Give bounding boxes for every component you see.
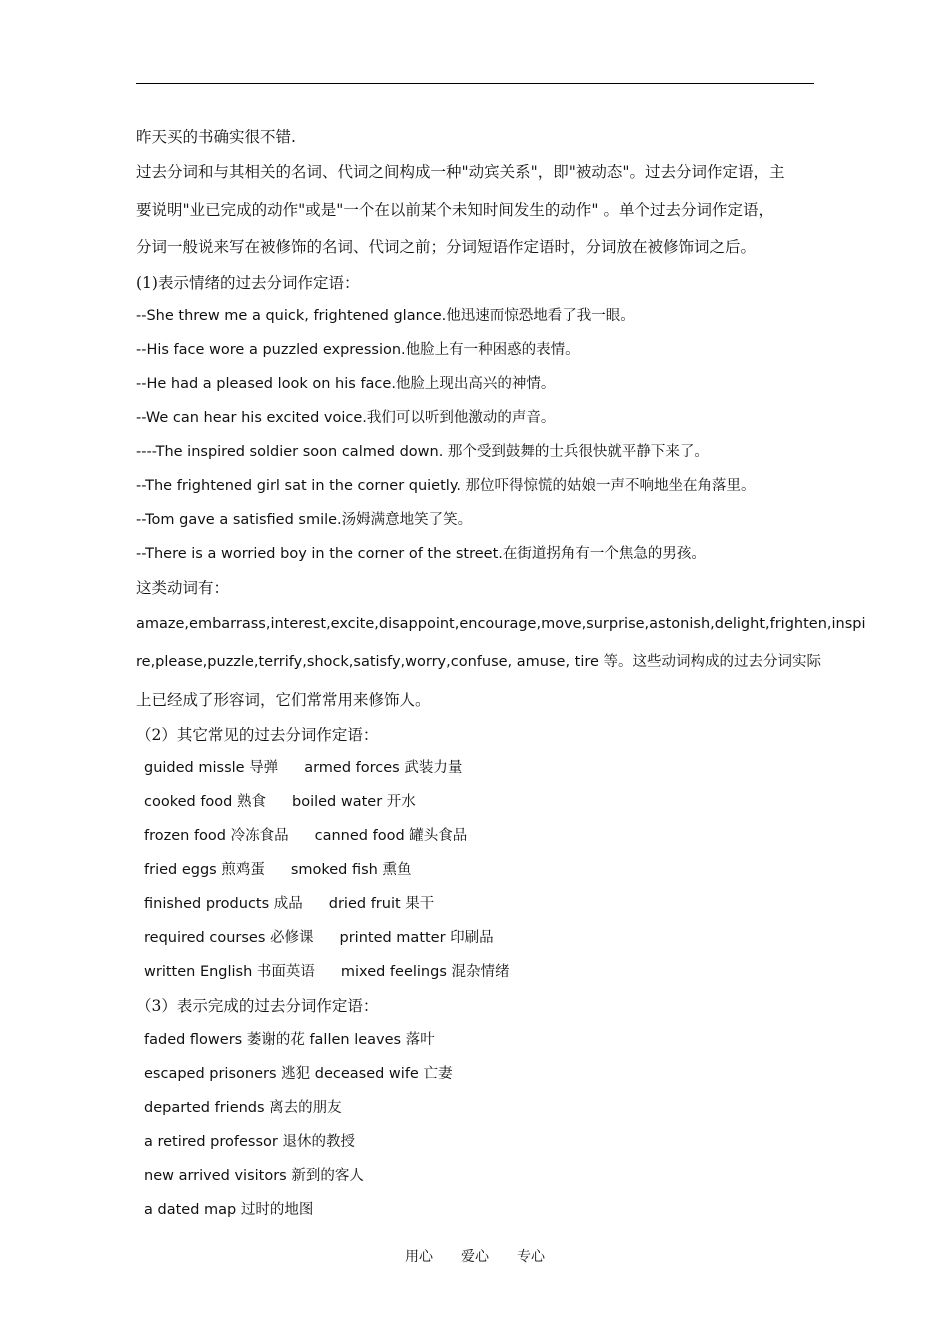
- term-pair: [136, 887, 816, 921]
- term: guided missle 导弹: [144, 759, 279, 776]
- term-pair: [136, 785, 816, 819]
- term: canned food 罐头食品: [314, 827, 468, 844]
- term-pair: [136, 853, 816, 887]
- footer-word: 专心: [517, 1249, 545, 1265]
- term: dried fruit 果干: [328, 895, 435, 912]
- page-footer: [0, 1246, 950, 1266]
- explanation-paragraph: [136, 154, 816, 267]
- term-line: new arrived visitors 新到的客人: [144, 1167, 364, 1184]
- example-line: --Tom gave a satisfied smile.汤姆满意地笑了笑。: [136, 511, 473, 528]
- header-rule: [136, 83, 814, 84]
- paragraph-line: 分词一般说来写在被修饰的名词、代词之前；分词短语作定语时，分词放在被修饰词之后。: [136, 238, 757, 256]
- term-line: a dated map 过时的地图: [144, 1201, 314, 1218]
- section2-heading: （2）其它常见的过去分词作定语：: [136, 725, 379, 744]
- verbs-label: 这类动词有：: [136, 578, 230, 597]
- common-participles: [136, 751, 816, 989]
- term: printed matter 印刷品: [339, 929, 494, 946]
- footer-word: 用心: [405, 1249, 433, 1265]
- verbs-line: 上已经成了形容词，它们常常用来修饰人。: [136, 690, 431, 709]
- verbs-list: [136, 605, 866, 719]
- term: written English 书面英语: [144, 963, 315, 980]
- term-pair: [136, 955, 816, 989]
- term-line: escaped prisoners 逃犯 deceased wife 亡妻: [144, 1065, 453, 1082]
- term-line: departed friends 离去的朋友: [144, 1099, 342, 1116]
- example-line: --His face wore a puzzled expression.他脸上有一种困惑的表情。: [136, 341, 580, 358]
- term: armed forces 武装力量: [304, 759, 463, 776]
- term: boiled water 开水: [292, 793, 416, 810]
- section3-heading: （3）表示完成的过去分词作定语：: [136, 996, 379, 1015]
- term: required courses 必修课: [144, 929, 314, 946]
- paragraph-line: 过去分词和与其相关的名词、代词之间构成一种"动宾关系"，即"被动态"。过去分词作定语，主: [136, 163, 785, 181]
- term: smoked fish 熏鱼: [290, 861, 412, 878]
- term: mixed feelings 混杂情绪: [340, 963, 510, 980]
- example-line: --She threw me a quick, frightened glance.他迅速而惊恐地看了我一眼。: [136, 307, 635, 324]
- paragraph-line: 要说明"业已完成的动作"或是"一个在以前某个未知时间发生的动作" 。单个过去分词作定语，: [136, 200, 774, 219]
- example-line: --We can hear his excited voice.我们可以听到他激动的声音。: [136, 409, 556, 426]
- section1-heading: (1)表示情绪的过去分词作定语：: [136, 273, 360, 292]
- example-line: --He had a pleased look on his face.他脸上现出高兴的神情。: [136, 375, 556, 392]
- verbs-line: amaze,embarrass,interest,excite,disappoint,encourage,move,surprise,astonish,delight,frighten,inspi: [136, 615, 866, 632]
- example-line: --The frightened girl sat in the corner quietly. 那位吓得惊慌的姑娘一声不响地坐在角落里。: [136, 477, 756, 494]
- term-pair: [136, 819, 816, 853]
- emotion-examples: [136, 299, 816, 571]
- term-pair: [136, 921, 816, 955]
- term: cooked food 熟食: [144, 793, 266, 810]
- verbs-line: re,please,puzzle,terrify,shock,satisfy,worry,confuse, amuse, tire 等。这些动词构成的过去分词实际: [136, 653, 822, 670]
- footer-word: 爱心: [461, 1249, 489, 1265]
- term: fried eggs 煎鸡蛋: [144, 861, 265, 878]
- term: frozen food 冷冻食品: [144, 827, 289, 844]
- term-line: faded flowers 萎谢的花 fallen leaves 落叶: [144, 1031, 435, 1048]
- term-line: a retired professor 退休的教授: [144, 1133, 355, 1150]
- intro-line: 昨天买的书确实很不错.: [136, 128, 296, 146]
- document-body: [136, 120, 866, 1227]
- example-line: --There is a worried boy in the corner of the street.在街道拐角有一个焦急的男孩。: [136, 545, 706, 562]
- term: finished products 成品: [144, 895, 303, 912]
- completion-participles: [136, 1023, 816, 1227]
- term-pair: [136, 751, 816, 785]
- example-line: ----The inspired soldier soon calmed down. 那个受到鼓舞的士兵很快就平静下来了。: [136, 443, 709, 460]
